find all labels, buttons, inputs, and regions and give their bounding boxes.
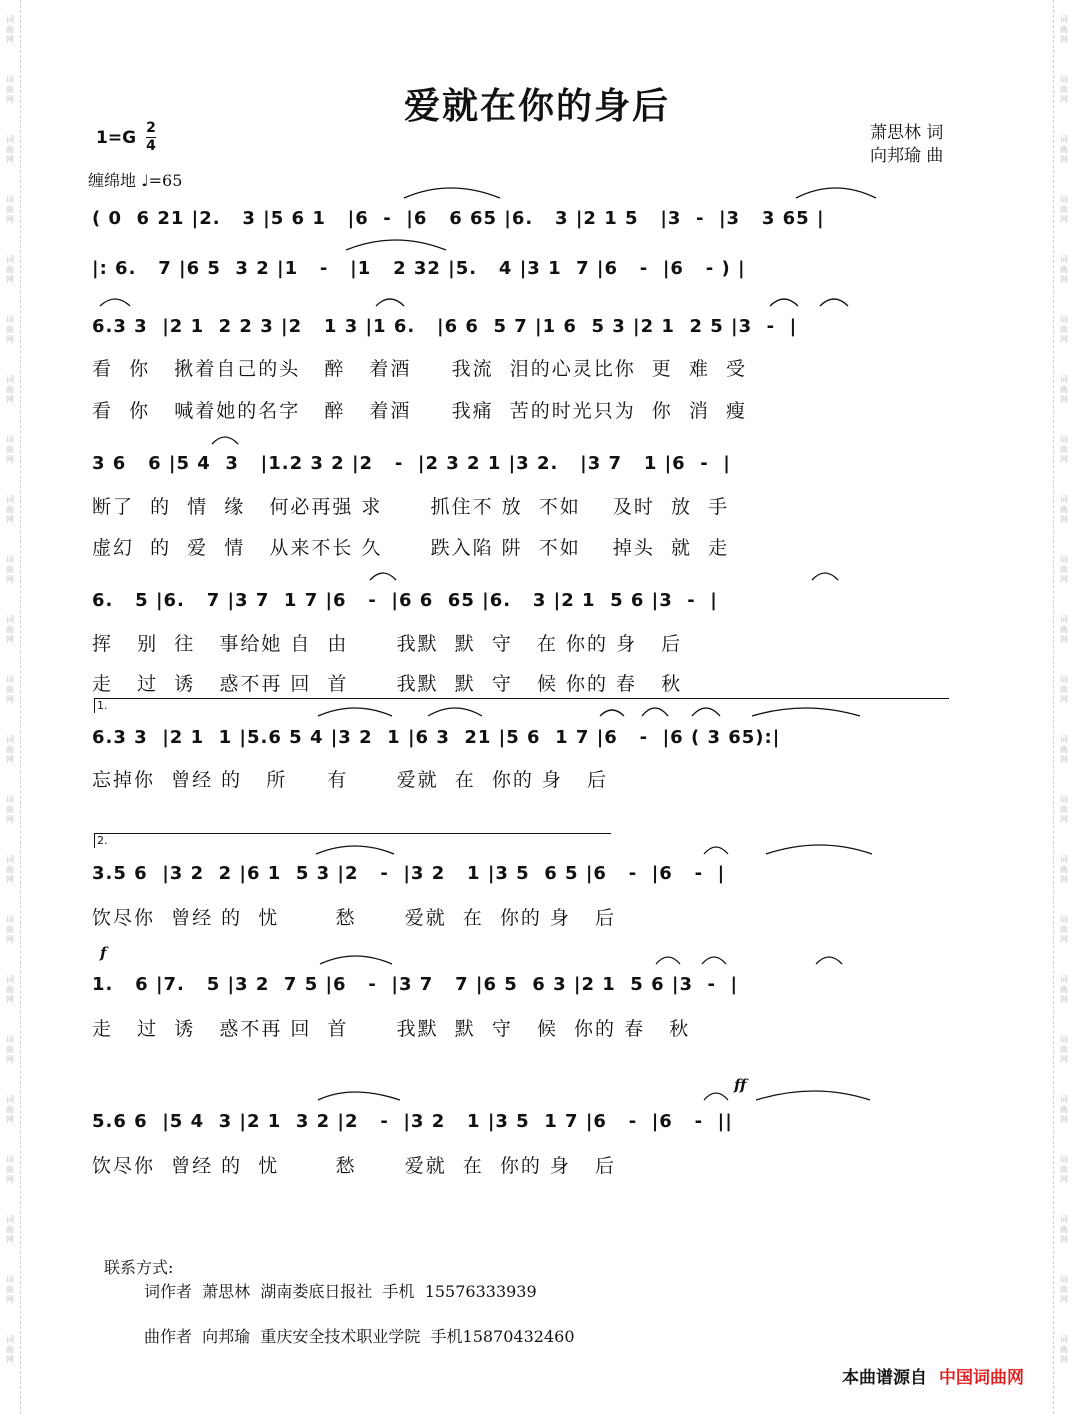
watermark-item: 词 曲 网 [1060,915,1068,944]
score-line-1: ( 0 6 21 |2. 3 |5 6 1 |6 - |6 6 65 |6. 3 |2 1 5 |3 - |3 3 65 | [92,208,825,229]
lyric-line-7: 饮尽你 曾经 的 忧 愁 爱就 在 你的 身 后 [92,907,617,929]
watermark-item: 词 曲 网 [1060,375,1068,404]
right-dashed-border [1053,0,1054,1414]
watermark-item: 词 曲 网 [6,675,14,704]
time-signature [146,120,156,155]
lyric-line-3-verse-1: 看 你 揪着自己的头 醉 着酒 我流 泪的心灵比你 更 难 受 [92,358,747,380]
watermark-item: 词 曲 网 [6,855,14,884]
watermark-item: 词 曲 网 [6,735,14,764]
watermark-item: 词 曲 网 [1060,135,1068,164]
watermark-item: 词 曲 网 [1060,15,1068,44]
score-line-5: 6. 5 |6. 7 |3 7 1 7 |6 - |6 6 65 |6. 3 |2 1 5 6 |3 - | [92,590,718,611]
score-line-7: 3.5 6 |3 2 2 |6 1 5 3 |2 - |3 2 1 |3 5 6 5 |6 - |6 - | [92,863,726,884]
source-note [842,1363,1024,1388]
key-signature: 1=G [96,128,137,148]
watermark-item: 词 曲 网 [1060,855,1068,884]
watermark-item: 词 曲 网 [1060,1095,1068,1124]
lyric-line-9: 饮尽你 曾经 的 忧 愁 爱就 在 你的 身 后 [92,1155,617,1177]
watermark-item: 词 曲 网 [1060,675,1068,704]
watermark-item: 词 曲 网 [1060,1215,1068,1244]
time-signature-top: 2 [146,120,156,136]
watermark-item: 词 曲 网 [1060,975,1068,1004]
watermark-item: 词 曲 网 [6,1095,14,1124]
watermark-item: 词 曲 网 [6,615,14,644]
lyric-line-6: 忘掉你 曾经 的 所 有 爱就 在 你的 身 后 [92,769,608,791]
watermark-left [2,0,18,1414]
credits [870,122,943,168]
watermark-item: 词 曲 网 [6,1155,14,1184]
score-line-2: |: 6. 7 |6 5 3 2 |1 - |1 2 32 |5. 4 |3 1 7 |6 - |6 - ) | [92,258,746,279]
watermark-item: 词 曲 网 [6,1335,14,1364]
score-line-6: 6.3 3 |2 1 1 |5.6 5 4 |3 2 1 |6 3 21 |5 6 1 7 |6 - |6 ( 3 65):| [92,727,781,748]
watermark-item: 词 曲 网 [6,555,14,584]
lyricist-credit: 萧思林 词 [870,123,944,143]
watermark-item: 词 曲 网 [6,1035,14,1064]
watermark-item: 词 曲 网 [1060,435,1068,464]
watermark-item: 词 曲 网 [1060,75,1068,104]
source-site-link[interactable]: 中国词曲网 [939,1368,1024,1388]
lyric-line-5-verse-2: 走 过 诱 惑不再 回 首 我默 默 守 候 你的 春 秋 [92,673,683,695]
volta-second-ending: 2. [94,833,611,848]
watermark-item: 词 曲 网 [6,495,14,524]
watermark-item: 词 曲 网 [6,375,14,404]
lyric-line-4-verse-2: 虚幻 的 爱 情 从来不长 久 跌入陷 阱 不如 掉头 就 走 [92,537,730,559]
watermark-item: 词 曲 网 [6,315,14,344]
watermark-item: 词 曲 网 [1060,495,1068,524]
watermark-item: 词 曲 网 [1060,735,1068,764]
dynamic-fortissimo: ff [734,1076,747,1094]
tempo-marking: 缠绵地 ♩=65 [88,171,183,190]
watermark-item: 词 曲 网 [6,255,14,284]
volta-first-ending: 1. [94,698,949,713]
watermark-item: 词 曲 网 [1060,255,1068,284]
watermark-item: 词 曲 网 [6,15,14,44]
watermark-item: 词 曲 网 [1060,195,1068,224]
watermark-item: 词 曲 网 [1060,315,1068,344]
lyric-line-8: 走 过 诱 惑不再 回 首 我默 默 守 候 你的 春 秋 [92,1018,691,1040]
time-signature-bottom: 4 [146,138,156,154]
contact-composer: 曲作者 向邦瑜 重庆安全技术职业学院 手机15870432460 [144,1327,575,1346]
watermark-item: 词 曲 网 [1060,1335,1068,1364]
watermark-item: 词 曲 网 [1060,795,1068,824]
watermark-item: 词 曲 网 [6,915,14,944]
watermark-item: 词 曲 网 [6,1275,14,1304]
watermark-item: 词 曲 网 [6,135,14,164]
source-prefix: 本曲谱源自 [842,1368,927,1388]
watermark-item: 词 曲 网 [6,975,14,1004]
lyric-line-3-verse-2: 看 你 喊着她的名字 醉 着酒 我痛 苦的时光只为 你 消 瘦 [92,400,747,422]
watermark-item: 词 曲 网 [1060,555,1068,584]
contact-heading: 联系方式: [104,1258,174,1277]
watermark-item: 词 曲 网 [1060,1155,1068,1184]
watermark-item: 词 曲 网 [6,75,14,104]
watermark-item: 词 曲 网 [1060,1275,1068,1304]
composer-credit: 向邦瑜 曲 [870,146,944,166]
lyric-line-4-verse-1: 断了 的 情 缘 何必再强 求 抓住不 放 不如 及时 放 手 [92,496,730,518]
watermark-item: 词 曲 网 [1060,1035,1068,1064]
watermark-right [1056,0,1072,1414]
score-line-3: 6.3 3 |2 1 2 2 3 |2 1 3 |1 6. |6 6 5 7 |1 6 5 3 |2 1 2 5 |3 - | [92,316,798,337]
watermark-item: 词 曲 网 [6,1215,14,1244]
song-title: 爱就在你的身后 [403,86,670,127]
score-line-8: 1. 6 |7. 5 |3 2 7 5 |6 - |3 7 7 |6 5 6 3 |2 1 5 6 |3 - | [92,974,739,995]
watermark-item: 词 曲 网 [1060,615,1068,644]
dynamic-forte: f [100,944,107,962]
left-dashed-border [20,0,21,1414]
score-line-9: 5.6 6 |5 4 3 |2 1 3 2 |2 - |3 2 1 |3 5 1 7 |6 - |6 - || [92,1111,733,1132]
lyric-line-5-verse-1: 挥 别 往 事给她 自 由 我默 默 守 在 你的 身 后 [92,633,683,655]
contact-lyricist: 词作者 萧思林 湖南娄底日报社 手机 15576333939 [144,1282,537,1301]
score-line-4: 3 6 6 |5 4 3 |1.2 3 2 |2 - |2 3 2 1 |3 2. |3 7 1 |6 - | [92,453,731,474]
watermark-item: 词 曲 网 [6,435,14,464]
watermark-item: 词 曲 网 [6,195,14,224]
watermark-item: 词 曲 网 [6,795,14,824]
